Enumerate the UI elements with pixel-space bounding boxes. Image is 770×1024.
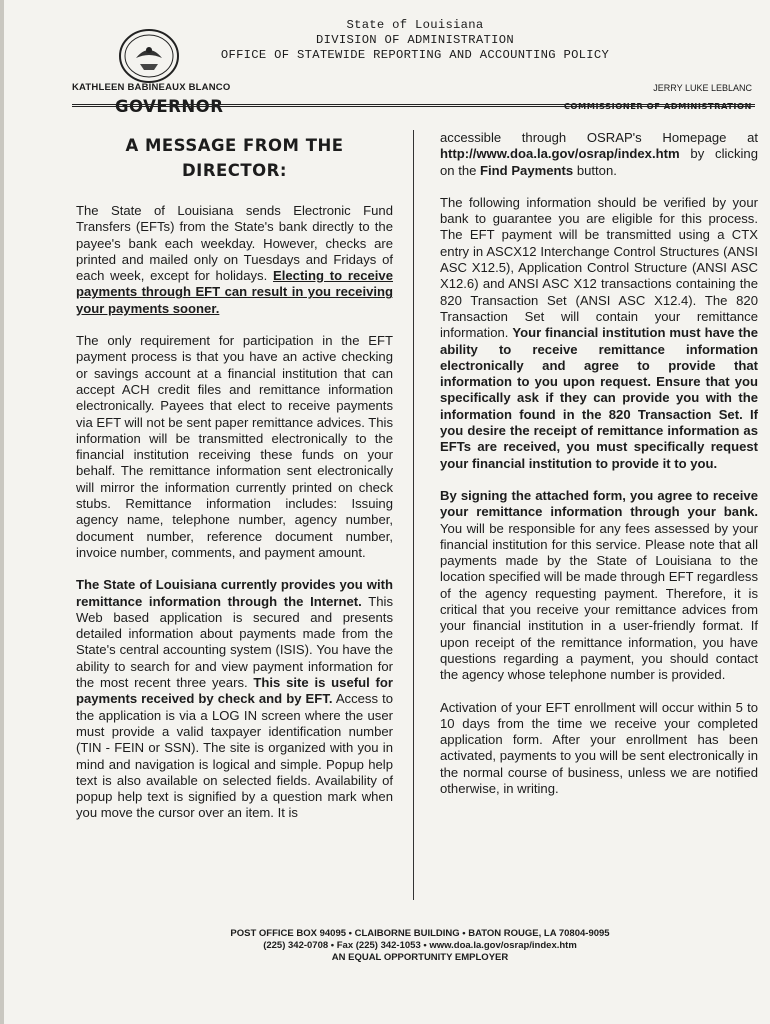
governor-block	[72, 82, 230, 139]
paragraph-6: Activation of your EFT enrollment will occur within 5 to 10 days from the time we receive your completed application form. After your enrollment has been activated, payments to you will be sent electronically in the normal course of business, unless we are notified otherwise, in writing.	[440, 699, 758, 796]
p3-text-1: This Web based application is secured and presents detailed information about payments made from the State's central accounting system (ISIS). You have the ability to search for and view payment information for the most recent three years.	[76, 593, 393, 691]
footer	[100, 928, 740, 964]
paragraph-3	[76, 577, 393, 821]
p3-text-2: Access to the application is via a LOG IN screen where the user must provide a valid taxpayer identification number (TIN - FEIN or SSN). The site is organized with you in mind and navigation is logical and simple. Popup help text is also available on selected fields. Availability of popup help text is signified by a question mark when you move the cursor over an item. It is	[76, 691, 393, 821]
p5-bold: By signing the attached form, you agree to receive your remittance information through your bank.	[440, 487, 758, 520]
commissioner-name: JERRY LUKE LEBLANC	[653, 83, 752, 93]
paragraph-2: The only requirement for participation in the EFT payment process is that you have an active checking or savings account at a financial institution that can accept ACH credit files and remittance information electronically. Payees that elect to receive payments via EFT will not be sent paper remittance advices. This information will be transmitted electronically to the financial institution receiving these funds on your behalf. The remittance information sent electronically will mirror the information currently printed on check stubs. Remittance information includes: Issuing agency name, telephone number, agency number, document number, reference document number, invoice number, comments, and payment amount.	[76, 333, 393, 560]
letterhead	[200, 18, 630, 63]
find-payments-label: Find Payments	[480, 162, 574, 178]
state-name: State of Louisiana	[346, 18, 484, 32]
p5-text: You will be responsible for any fees assessed by your financial institution for this service. Please note that all payments made by the State of Louisiana to the location specified will be made through EFT regardless of the agency requesting payment. Therefore, it is critical that you receive your remittance advices from your financial institution in a user-friendly format. If upon receipt of the remittance information, you have questions regarding a payment, you should contact the agency whose telephone number is provided.	[440, 520, 758, 683]
footer-address: POST OFFICE BOX 94095 • CLAIBORNE BUILDING • BATON ROUGE, LA 70804-9095	[230, 928, 610, 939]
paragraph-5	[440, 488, 758, 684]
column-divider	[413, 130, 414, 900]
p3-bold-intro: The State of Louisiana currently provides you with remittance information through the Internet.	[76, 577, 393, 609]
p3-bold-useful: This site is useful for payments received by check and by EFT.	[76, 675, 393, 707]
office-name: OFFICE OF STATEWIDE REPORTING AND ACCOUNTING POLICY	[220, 48, 610, 62]
paragraph-3-continued	[440, 130, 758, 179]
p1-text: The State of Louisiana sends Electronic Fund Transfers (EFTs) from the State's bank directly to the payee's bank each weekday. However, checks are printed and mailed only on Tuesdays and Fridays of each week, except for holidays.	[76, 203, 393, 284]
p4-text: The following information should be verified by your bank to guarantee you are eligible for this process. The EFT payment will be transmitted using a CTX entry in ASCX12 Interchange Control Structures (ANSI ASC X12.5), Application Control Structure (ANSI ASC X12.6) and ANSI ASC X12 transactions containing the 820 Transaction Set (ANSI ASC X12.4). The 820 Transaction Set will contain your remittance information.	[440, 194, 758, 341]
paragraph-1	[76, 203, 393, 317]
header-rule	[72, 104, 755, 105]
footer-contact: (225) 342-0708 • Fax (225) 342-1053 • www.doa.la.gov/osrap/index.htm	[263, 940, 577, 951]
header-rule-secondary	[72, 106, 755, 107]
left-column	[76, 133, 393, 822]
p4-bold: Your financial institution must have the ability to receive remittance information electronically and agree to provide that information to you upon request. Ensure that you specifically ask if they can provide you with the information found in the 820 Transaction Set. If you desire the receipt of remittance information as EFTs are received, you must specifically request your financial institution to provide it to you.	[440, 325, 758, 471]
p3-text-5: button.	[573, 162, 617, 178]
footer-eoe: AN EQUAL OPPORTUNITY EMPLOYER	[331, 952, 509, 963]
osrap-url-link[interactable]: http://www.doa.la.gov/osrap/index.htm	[440, 146, 680, 162]
p3-text-4: by clicking on the	[440, 146, 758, 178]
paragraph-4	[440, 195, 758, 472]
page-edge	[0, 0, 4, 1024]
division-name: DIVISION OF ADMINISTRATION	[316, 33, 514, 47]
p3-text-3: accessible through OSRAP's Homepage at	[440, 130, 758, 145]
governor-name: KATHLEEN BABINEAUX BLANCO	[72, 82, 231, 93]
article-title: A MESSAGE FROM THE DIRECTOR:	[125, 136, 344, 180]
state-seal-icon	[118, 28, 180, 84]
p1-emphasis: Electing to receive payments through EFT can result in you receiving your payments sooner.	[76, 268, 393, 316]
right-column	[440, 130, 758, 813]
